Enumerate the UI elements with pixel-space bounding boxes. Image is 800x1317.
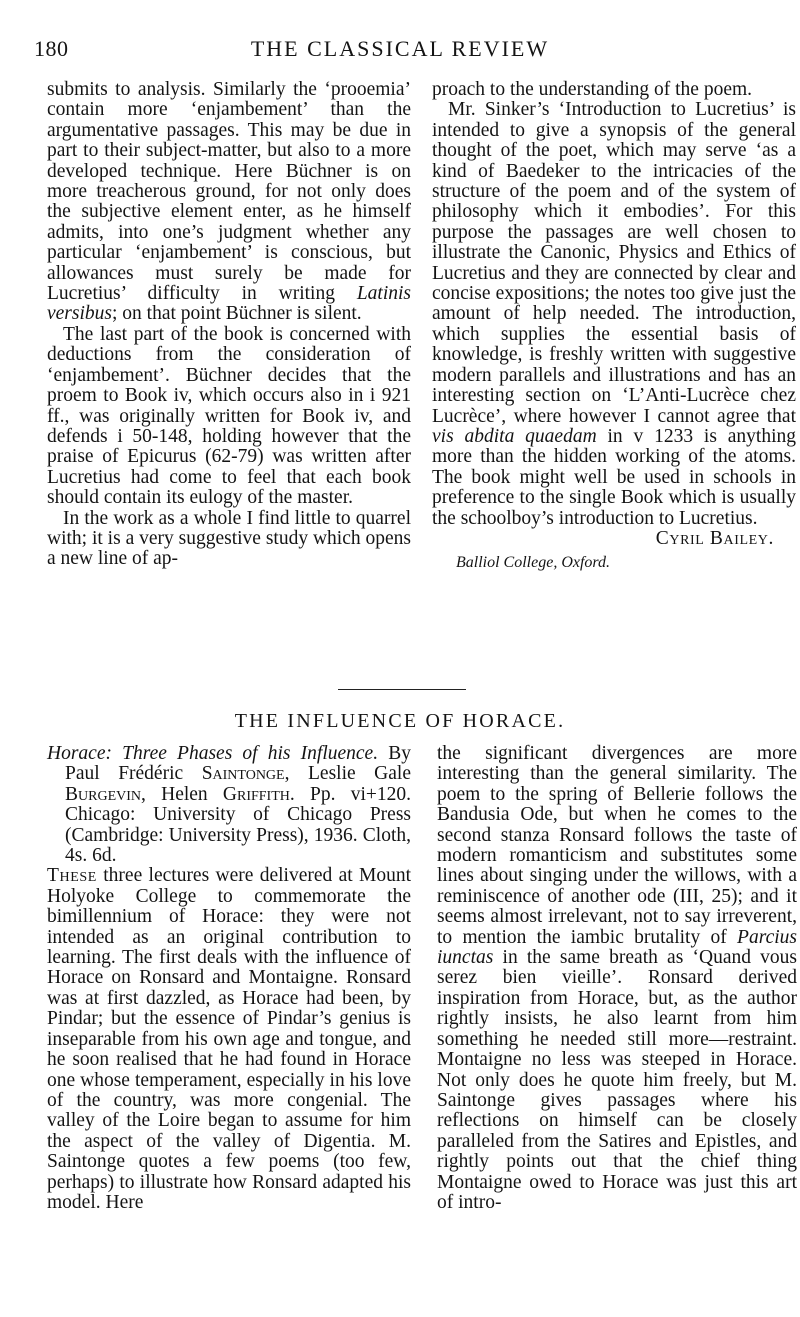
review1-paragraph-5: Mr. Sinker’s ‘Introduction to Lucretius’ is intended to give a synopsis of the general thought of the poet, which may serve ‘as a kind of Baedeker to the intricacies of the structure of the poem and of the system of philosophy which it embodies’. For this purpose the passages are well chosen to illustrate the Canonic, Physics and Ethics of Lucretius and they are connected by clear and concise expositions; the notes too give just the amount of help needed. The introduction, which supplies the essential basis of knowledge, is freshly written with suggestive modern parallels and illustrations and has an interesting section on ‘L’Anti-Lucrèce chez Lucrèce’, where however I cannot agree that vis abdita quaedam in v 1233 is anything more than the hidden working of the atoms. The book might well be used in schools in preference to the single Book which is usually the schoolboy’s introduction to Lucretius. <box>432 99 796 529</box>
review1-paragraph-2: The last part of the book is concerned with deductions from the consideration of ‘enjambement’. Büchner decides that the proem to Book iv, which occurs also in i 921 ff., was originally written for Book iv, and defends i 50-148, holding however that the praise of Epicurus (62-79) was written after Lucretius had come to feel that each book should contain its eulogy of the master. <box>47 323 411 509</box>
review2-right-column <box>437 744 797 1213</box>
page-number: 180 <box>34 36 69 61</box>
review2-paragraph-2: the significant divergences are more interesting than the general similarity. The poem to the spring of Bellerie follows the Bandusia Ode, but when he comes to the second stanza Ronsard follows the taste of modern romanticism and substitutes some lines about singing under the willows, with a reminiscence of another ode (III, 25); and it seems almost irrelevant, not to say irreverent, to mention the iambic brutality of Parcius iunctas in the same breath as ‘Quand vous serez bien vieille’. Ronsard derived inspiration from Horace, but, as the author rightly insists, he also learnt from him something he needed still more—restraint. Montaigne no less was steeped in Horace. Not only does he quote him freely, but M. Saintonge gives passages where his reflections on himself can be closely paralleled from the Satires and Epistles, and rightly points out that the chief thing Montaigne owed to Horace was just this art of intro- <box>437 743 797 1213</box>
review2-left-column <box>47 744 411 1213</box>
latin-phrase: Parcius iunctas <box>437 926 797 969</box>
bibliographic-entry: Horace: Three Phases of his Influence. By Paul Frédéric Saintonge, Leslie Gale Burgevin, Helen Griffith. Pp. vi+120. Chicago: University of Chicago Press (Cambridge: University Press), 1936. Cloth, 4s. 6d. <box>47 743 411 867</box>
book-title: Horace: Three Phases of his Influence. <box>47 743 379 764</box>
author-name: Saintonge <box>201 763 285 785</box>
author-name: Burgevin <box>65 783 141 805</box>
review1-paragraph-4: proach to the understanding of the poem. <box>432 79 753 100</box>
latin-phrase: vis abdita quaedam <box>432 425 597 447</box>
review2-paragraph-1: These three lectures were delivered at Mount Holyoke College to commemorate the bimillennium of Horace: they were not intended as an original contribution to learning. The first deals with the influence of Horace on Ronsard and Montaigne. Ronsard was at first dazzled, as Horace had been, by Pindar; but the essence of Pindar’s genius is inseparable from his own age and tongue, and he soon realised that he had found in Horace one whose temperament, especially in his love of the country, was more congenial. The valley of the Loire began to assume for him the aspect of the valley of Digentia. M. Saintonge quotes a few poems (too few, perhaps) to illustrate how Ronsard adapted his model. Here <box>47 865 411 1213</box>
review1-paragraph-3: In the work as a whole I find little to quarrel with; it is a very suggestive study which opens a new line of ap- <box>47 507 411 570</box>
latin-phrase: Latinis versibus <box>47 283 411 325</box>
lead-word: These <box>47 865 97 887</box>
section-divider <box>338 689 466 690</box>
journal-title: THE CLASSICAL REVIEW <box>250 36 550 61</box>
section-title: THE INFLUENCE OF HORACE. <box>234 710 566 732</box>
review1-right-column <box>432 80 796 574</box>
review1-paragraph-1: submits to analysis. Similarly the ‘prooemia’ contain more ‘enjambement’ than the argumentative passages. This may be due in part to their subject-matter, but also to a more developed technique. Here Büchner is on more treacherous ground, for not only does the subjective element enter, as he himself admits, into one’s judgment whether any particular ‘enjambement’ is conscious, but allowances must surely be made for Lucretius’ difficulty in writing Latinis versibus; on that point Büchner is silent. <box>47 79 411 325</box>
reviewer-signature: Cyril Bailey. <box>655 527 774 549</box>
review1-left-column <box>47 80 411 570</box>
author-name: Griffith <box>222 783 290 805</box>
reviewer-affiliation: Balliol College, Oxford. <box>456 554 611 572</box>
running-header <box>0 36 800 70</box>
